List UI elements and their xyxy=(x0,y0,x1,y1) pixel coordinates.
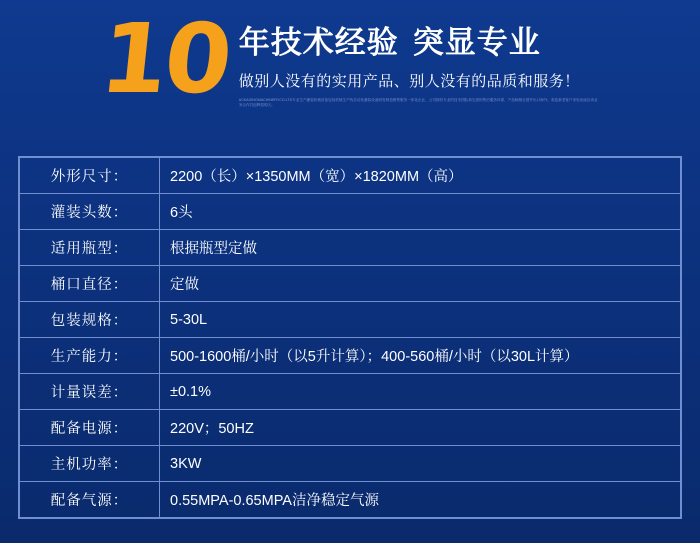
banner-header xyxy=(0,0,700,150)
spec-value: 500-1600桶/小时（以5升计算）；400-560桶/小时（以30L计算） xyxy=(160,338,681,374)
subheadline: 做别人没有的实用产品、别人没有的品质和服务！ xyxy=(238,73,580,91)
spec-label: 适用瓶型： xyxy=(20,230,160,266)
table-row xyxy=(20,338,681,374)
spec-label: 配备电源： xyxy=(20,410,160,446)
table-row xyxy=(20,482,681,518)
spec-value: ±0.1% xyxy=(160,374,681,410)
spec-label: 配备气源： xyxy=(20,482,160,518)
headline-part2: 突显专业 xyxy=(412,25,541,60)
table-row xyxy=(20,374,681,410)
spec-table xyxy=(19,157,681,518)
spec-label: 包装规格： xyxy=(20,302,160,338)
spec-label: 外形尺寸： xyxy=(20,158,160,194)
headline xyxy=(239,26,599,60)
table-row xyxy=(20,266,681,302)
header-inner xyxy=(95,3,599,115)
header-text-block xyxy=(239,14,599,109)
spec-label: 主机功率： xyxy=(20,446,160,482)
spec-label: 计量误差： xyxy=(20,374,160,410)
spec-label: 灌装头数： xyxy=(20,194,160,230)
years-number: 10 xyxy=(95,3,235,115)
table-row xyxy=(20,230,681,266)
spec-value: 5-30L xyxy=(160,302,681,338)
table-row xyxy=(20,194,681,230)
table-row xyxy=(20,158,681,194)
fineprint-text: ACKAGINGMACHINERYCO.LTD专业生产灌装机械设备包装机械生产线自动化灌装设备研发制造销售服务一体化企业，公司拥有专业的技术团队和完善的售后服务体系，产品畅销全国并出口海外。欢迎新老客户来电来函洽谈业务合作共创辉煌明天。 xyxy=(238,98,598,108)
spec-table-body xyxy=(20,158,681,518)
spec-label: 生产能力： xyxy=(20,338,160,374)
spec-value: 定做 xyxy=(160,266,681,302)
spec-value: 根据瓶型定做 xyxy=(160,230,681,266)
spec-value: 220V；50HZ xyxy=(160,410,681,446)
headline-part1: 年技术经验 xyxy=(238,25,399,60)
table-row xyxy=(20,446,681,482)
spec-table-container xyxy=(18,156,682,519)
spec-value: 6头 xyxy=(160,194,681,230)
table-row xyxy=(20,410,681,446)
spec-value: 2200（长）×1350MM（宽）×1820MM（高） xyxy=(160,158,681,194)
table-row xyxy=(20,302,681,338)
spec-label: 桶口直径： xyxy=(20,266,160,302)
spec-value: 0.55MPA-0.65MPA洁净稳定气源 xyxy=(160,482,681,518)
spec-value: 3KW xyxy=(160,446,681,482)
